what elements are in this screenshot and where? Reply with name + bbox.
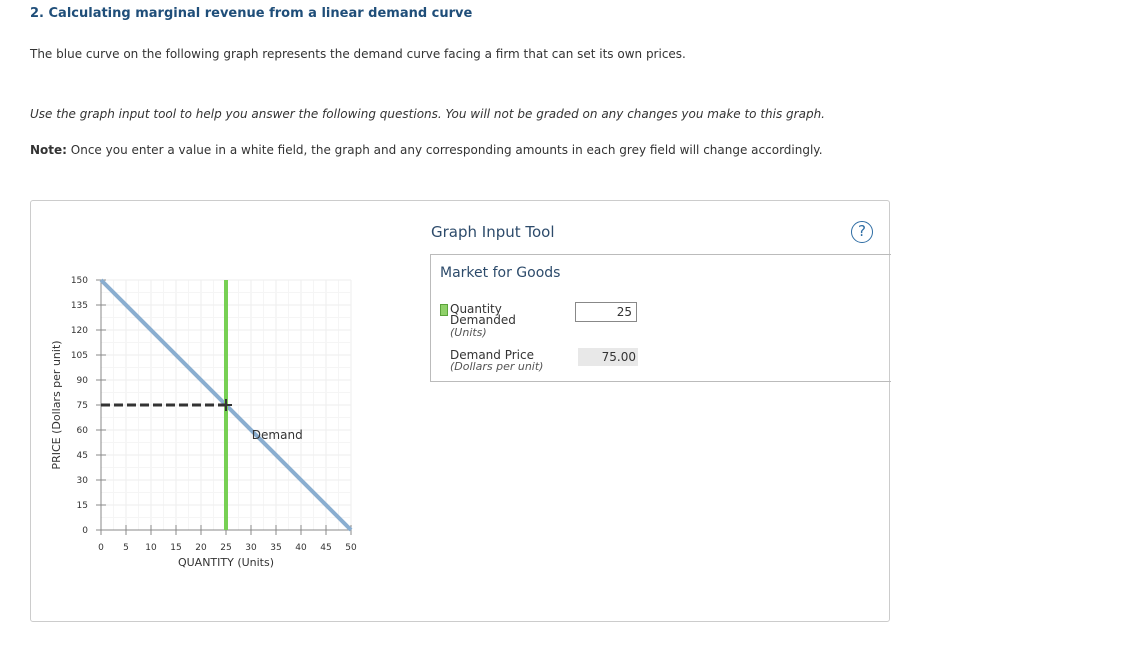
y-tick-label: 135 (70, 301, 88, 311)
y-tick-label: 60 (76, 426, 88, 436)
help-icon[interactable]: ? (851, 221, 873, 243)
graph-input-tool (430, 254, 891, 382)
demand-price-field: 75.00 (578, 348, 638, 366)
x-tick-label: 15 (170, 543, 182, 553)
question-title: 2. Calculating marginal revenue from a linear demand curve (30, 6, 473, 21)
y-tick-label: 0 (82, 526, 88, 536)
y-tick-label: 30 (76, 476, 88, 486)
quantity-line-swatch-icon (440, 304, 448, 316)
demand-chart[interactable] (41, 211, 381, 591)
note-body: Once you enter a value in a white field, the graph and any corresponding amounts in each grey field will change accordingly. (66, 143, 823, 157)
quantity-label-line1: Quantity (450, 302, 502, 316)
price-label: Demand Price (450, 348, 534, 362)
y-tick-label: 15 (76, 501, 88, 511)
x-tick-label: 10 (145, 543, 157, 553)
graph-panel (30, 200, 890, 622)
graph-input-tool-title: Graph Input Tool (431, 223, 555, 241)
note-text (30, 143, 823, 157)
x-tick-label: 45 (320, 543, 332, 553)
y-tick-label: 105 (70, 351, 88, 361)
note-label: Note: (30, 143, 67, 157)
y-tick-label: 90 (76, 376, 88, 386)
y-tick-label: 150 (70, 276, 88, 286)
y-tick-label: 75 (76, 401, 88, 411)
y-tick-label: 120 (70, 326, 88, 336)
x-tick-label: 30 (245, 543, 257, 553)
quantity-demanded-input[interactable] (575, 302, 637, 322)
x-tick-label: 40 (295, 543, 307, 553)
price-unit: (Dollars per unit) (450, 360, 544, 373)
x-tick-label: 35 (270, 543, 282, 553)
intro-text: The blue curve on the following graph represents the demand curve facing a firm that can set its own prices. (30, 47, 686, 61)
x-tick-label: 50 (345, 543, 357, 553)
instruction-text: Use the graph input tool to help you answer the following questions. You will not be graded on any changes you make to this graph. (30, 107, 825, 121)
y-axis-label: PRICE (Dollars per unit) (50, 340, 63, 470)
market-title: Market for Goods (440, 265, 561, 281)
x-tick-label: 5 (123, 543, 129, 553)
x-axis-label: QUANTITY (Units) (177, 556, 275, 569)
x-tick-label: 25 (220, 543, 232, 553)
demand-label: Demand (251, 427, 303, 442)
quantity-label-line2: Demanded (450, 313, 516, 327)
x-tick-label: 0 (98, 543, 104, 553)
x-tick-label: 20 (195, 543, 207, 553)
y-tick-label: 45 (76, 451, 88, 461)
quantity-unit: (Units) (450, 326, 487, 339)
